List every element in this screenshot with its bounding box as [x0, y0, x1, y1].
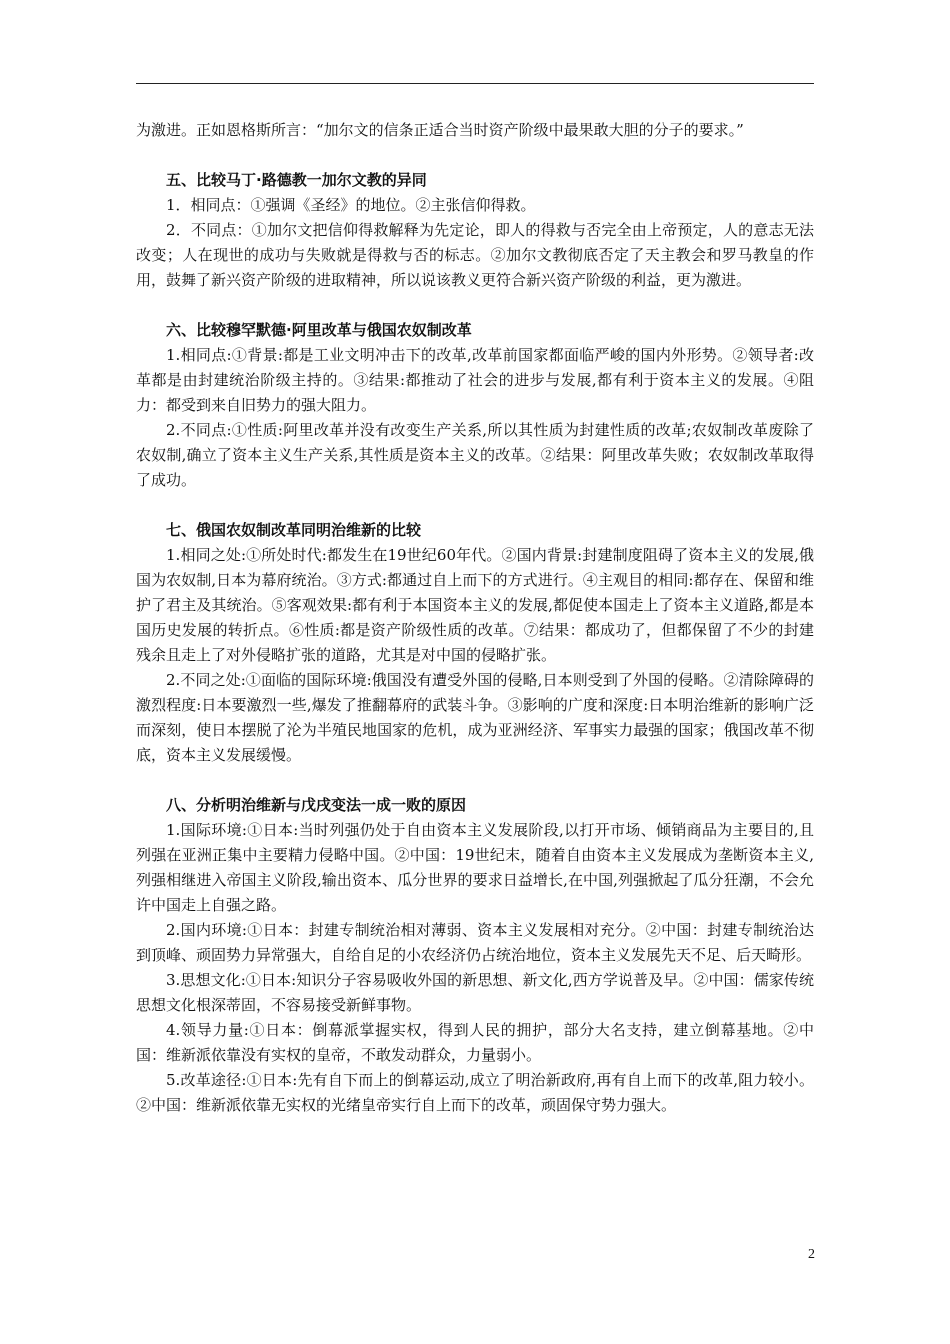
section-5-para-1: 1．相同点：①强调《圣经》的地位。②主张信仰得救。 [166, 196, 536, 214]
section-6-para-2: 2.不同点:①性质:阿里改革并没有改变生产关系,所以其性质为封建性质的改革;农奴制改革废除了农奴制,确立了资本主义生产关系,其性质是资本主义的改革。②结果：阿里改革失败；农奴制改革取得了成功。 [136, 421, 814, 489]
page-number: 2 [808, 1247, 815, 1262]
section-8-para-2: 2.国内环境:①日本：封建专制统治相对薄弱、资本主义发展相对充分。②中国：封建专制统治达到顶峰、顽固势力异常强大，自给自足的小农经济仍占统治地位，资本主义发展先天不足、后天畸形。 [136, 921, 814, 964]
section-6-title: 六、比较穆罕默德·阿里改革与俄国农奴制改革 [166, 321, 472, 339]
section-8-para-5: 5.改革途径:①日本:先有自下而上的倒幕运动,成立了明治新政府,再有自上而下的改革,阻力较小。②中国：维新派依靠无实权的光绪皇帝实行自上而下的改革，顽固保守势力强大。 [136, 1071, 814, 1114]
section-7-para-1: 1.相同之处:①所处时代:都发生在19世纪60年代。②国内背景:封建制度阻碍了资本主义的发展,俄国为农奴制,日本为幕府统治。③方式:都通过自上而下的方式进行。④主观目的相同:都存在、保留和维护了君主及其统治。⑤客观效果:都有利于本国资本主义的发展,都促使本国走上了资本主义道路,都是本国历史发展的转折点。⑥性质:都是资产阶级性质的改革。⑦结果：都成功了，但都保留了不少的封建残余且走上了对外侵略扩张的道路，尤其是对中国的侵略扩张。 [136, 546, 814, 664]
section-8-para-4: 4.领导力量:①日本：倒幕派掌握实权，得到人民的拥护，部分大名支持，建立倒幕基地。②中国：维新派依靠没有实权的皇帝，不敢发动群众，力量弱小。 [136, 1021, 814, 1064]
header-rule [136, 83, 814, 84]
section-5-para-2: 2．不同点：①加尔文把信仰得救解释为先定论，即人的得救与否完全由上帝预定，人的意志无法改变；人在现世的成功与失败就是得救与否的标志。②加尔文教彻底否定了天主教会和罗马教皇的作用，鼓舞了新兴资产阶级的进取精神，所以说该教义更符合新兴资产阶级的利益，更为激进。 [136, 221, 814, 289]
section-5-title: 五、比较马丁·路德教一加尔文教的异同 [166, 171, 427, 189]
section-8-title: 八、分析明治维新与戊戌变法一成一败的原因 [166, 796, 467, 814]
intro-paragraph: 为激进。正如恩格斯所言：“加尔文的信条正适合当时资产阶级中最果敢大胆的分子的要求。” [136, 121, 744, 139]
section-7-para-2: 2.不同之处:①面临的国际环境:俄国没有遭受外国的侵略,日本则受到了外国的侵略。②清除障碍的激烈程度:日本要激烈一些,爆发了推翻幕府的武装斗争。③影响的广度和深度:日本明治维新的影响广泛而深刻，使日本摆脱了沦为半殖民地国家的危机，成为亚洲经济、军事实力最强的国家；俄国改革不彻底，资本主义发展缓慢。 [136, 671, 814, 764]
section-8-para-3: 3.思想文化:①日本:知识分子容易吸收外国的新思想、新文化,西方学说普及早。②中国：儒家传统思想文化根深蒂固，不容易接受新鲜事物。 [136, 971, 814, 1014]
document-body [136, 118, 814, 1118]
section-6-para-1: 1.相同点:①背景:都是工业文明冲击下的改革,改革前国家都面临严峻的国内外形势。②领导者:改革都是由封建统治阶级主持的。③结果:都推动了社会的进步与发展,都有利于资本主义的发展。④阻力：都受到来自旧势力的强大阻力。 [136, 346, 814, 414]
section-7-title: 七、俄国农奴制改革同明治维新的比较 [166, 521, 422, 539]
section-8-para-1: 1.国际环境:①日本:当时列强仍处于自由资本主义发展阶段,以打开市场、倾销商品为主要目的,且列强在亚洲正集中主要精力侵略中国。②中国：19世纪末，随着自由资本主义发展成为垄断资本主义,列强相继进入帝国主义阶段,输出资本、瓜分世界的要求日益增长,在中国,列强掀起了瓜分狂潮，不会允许中国走上自强之路。 [136, 821, 814, 914]
